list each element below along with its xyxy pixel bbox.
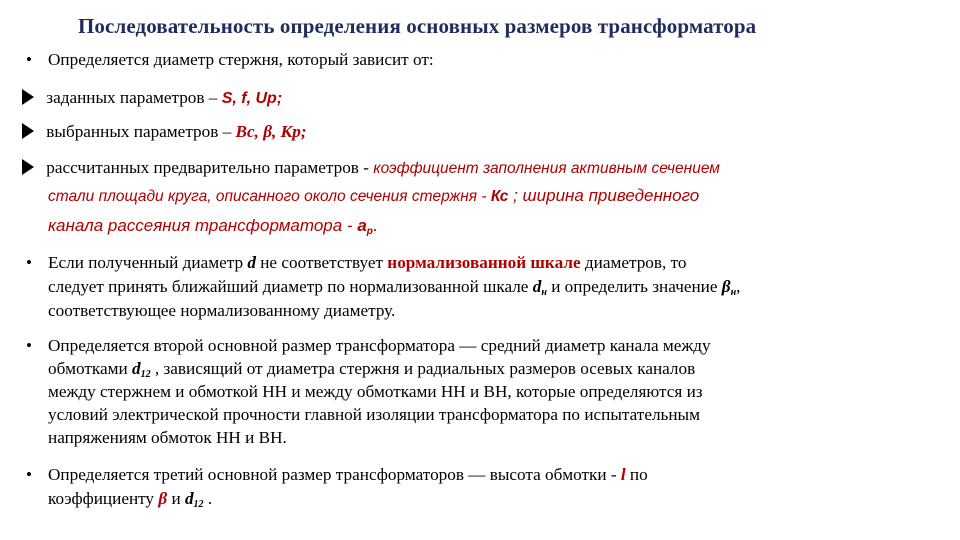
normalization-line-3: соответствующее нормализованному диаметру. <box>48 301 396 320</box>
bullet-second-dimension <box>26 335 711 357</box>
ap-symbol: $а_р$ <box>357 216 373 237</box>
text: следует принять ближайший диаметр по нормализованной шкале <box>48 277 533 296</box>
sub-item-text: выбранных параметров – <box>42 122 236 141</box>
normalized-scale-highlight: нормализованной шкале <box>387 253 581 272</box>
d12-symbol: $d_{12}$ <box>184 489 204 510</box>
l-symbol: l <box>620 465 626 484</box>
calculated-params-line-2 <box>48 185 699 208</box>
bullet-dot-icon: • <box>26 336 32 355</box>
text: и <box>167 489 185 508</box>
text: Определяется третий основной размер трансформаторов — высота обмотки - <box>48 465 621 484</box>
text: . <box>203 489 213 508</box>
sub-item-calculated-params <box>22 157 720 180</box>
slide-title: Последовательность определения основных размеров трансформатора <box>78 14 757 38</box>
text: не соответствует <box>255 253 388 272</box>
arrow-bullet-icon <box>22 89 34 105</box>
fill-coefficient-text: коэффициент заполнения активным сечением <box>373 160 720 177</box>
chosen-params-values: Вс, β, Кр; <box>235 122 307 141</box>
d12-symbol: $d_{12}$ <box>132 359 151 380</box>
text: по <box>625 465 648 484</box>
second-dimension-line-3: между стержнем и обмоткой НН и между обмотками НН и ВН, которые определяются из <box>48 382 703 401</box>
second-dimension-line-4: условий электрической прочности главной изоляции трансформатора по испытательным <box>48 405 700 424</box>
bullet-dot-icon: • <box>26 253 32 272</box>
arrow-bullet-icon <box>22 123 34 139</box>
sub-item-given-params <box>22 87 282 110</box>
dispersion-width-text: ; ширина приведенного <box>508 186 700 205</box>
text: , <box>736 277 741 296</box>
text: , зависящий от диаметра стержня и радиальных размеров осевых каналов <box>150 359 696 378</box>
text: диаметров, то <box>580 253 687 272</box>
bullet-dot-icon: • <box>26 50 32 69</box>
bullet-normalization <box>26 252 686 274</box>
sub-item-text: рассчитанных предварительно параметров - <box>42 158 374 177</box>
calculated-params-line-3 <box>48 215 377 243</box>
dispersion-channel-text: канала рассеяния трансформатора - <box>48 216 358 235</box>
sub-item-text: заданных параметров – <box>42 88 222 107</box>
text: Если полученный диаметр <box>48 253 248 272</box>
bh-symbol: $\beta_н$ <box>721 277 737 298</box>
period: . <box>372 216 378 235</box>
arrow-bullet-icon <box>22 159 34 175</box>
kc-symbol: Кс <box>490 188 509 205</box>
d-symbol: d <box>247 253 256 272</box>
sub-item-chosen-params <box>22 121 307 143</box>
bullet-text: Определяется диаметр стержня, который зависит от: <box>48 50 434 69</box>
bullet-third-dimension <box>26 464 648 486</box>
given-params-values: S, f, Up; <box>221 90 283 107</box>
text: и определить значение <box>546 277 722 296</box>
text: обмотками <box>48 359 133 378</box>
text: коэффициенту <box>48 489 159 508</box>
second-dimension-line-5: напряжениям обмоток НН и ВН. <box>48 428 287 447</box>
bullet-dot-icon: • <box>26 465 32 484</box>
third-dimension-line-2 <box>48 488 212 516</box>
beta-symbol: β <box>158 489 168 508</box>
fill-coefficient-text-2: стали площади круга, описанного около сечения стержня - <box>48 188 487 205</box>
text: Определяется второй основной размер трансформатора — средний диаметр канала между <box>48 336 711 355</box>
bullet-diameter <box>26 49 434 71</box>
dh-symbol: $d_н$ <box>532 277 547 298</box>
